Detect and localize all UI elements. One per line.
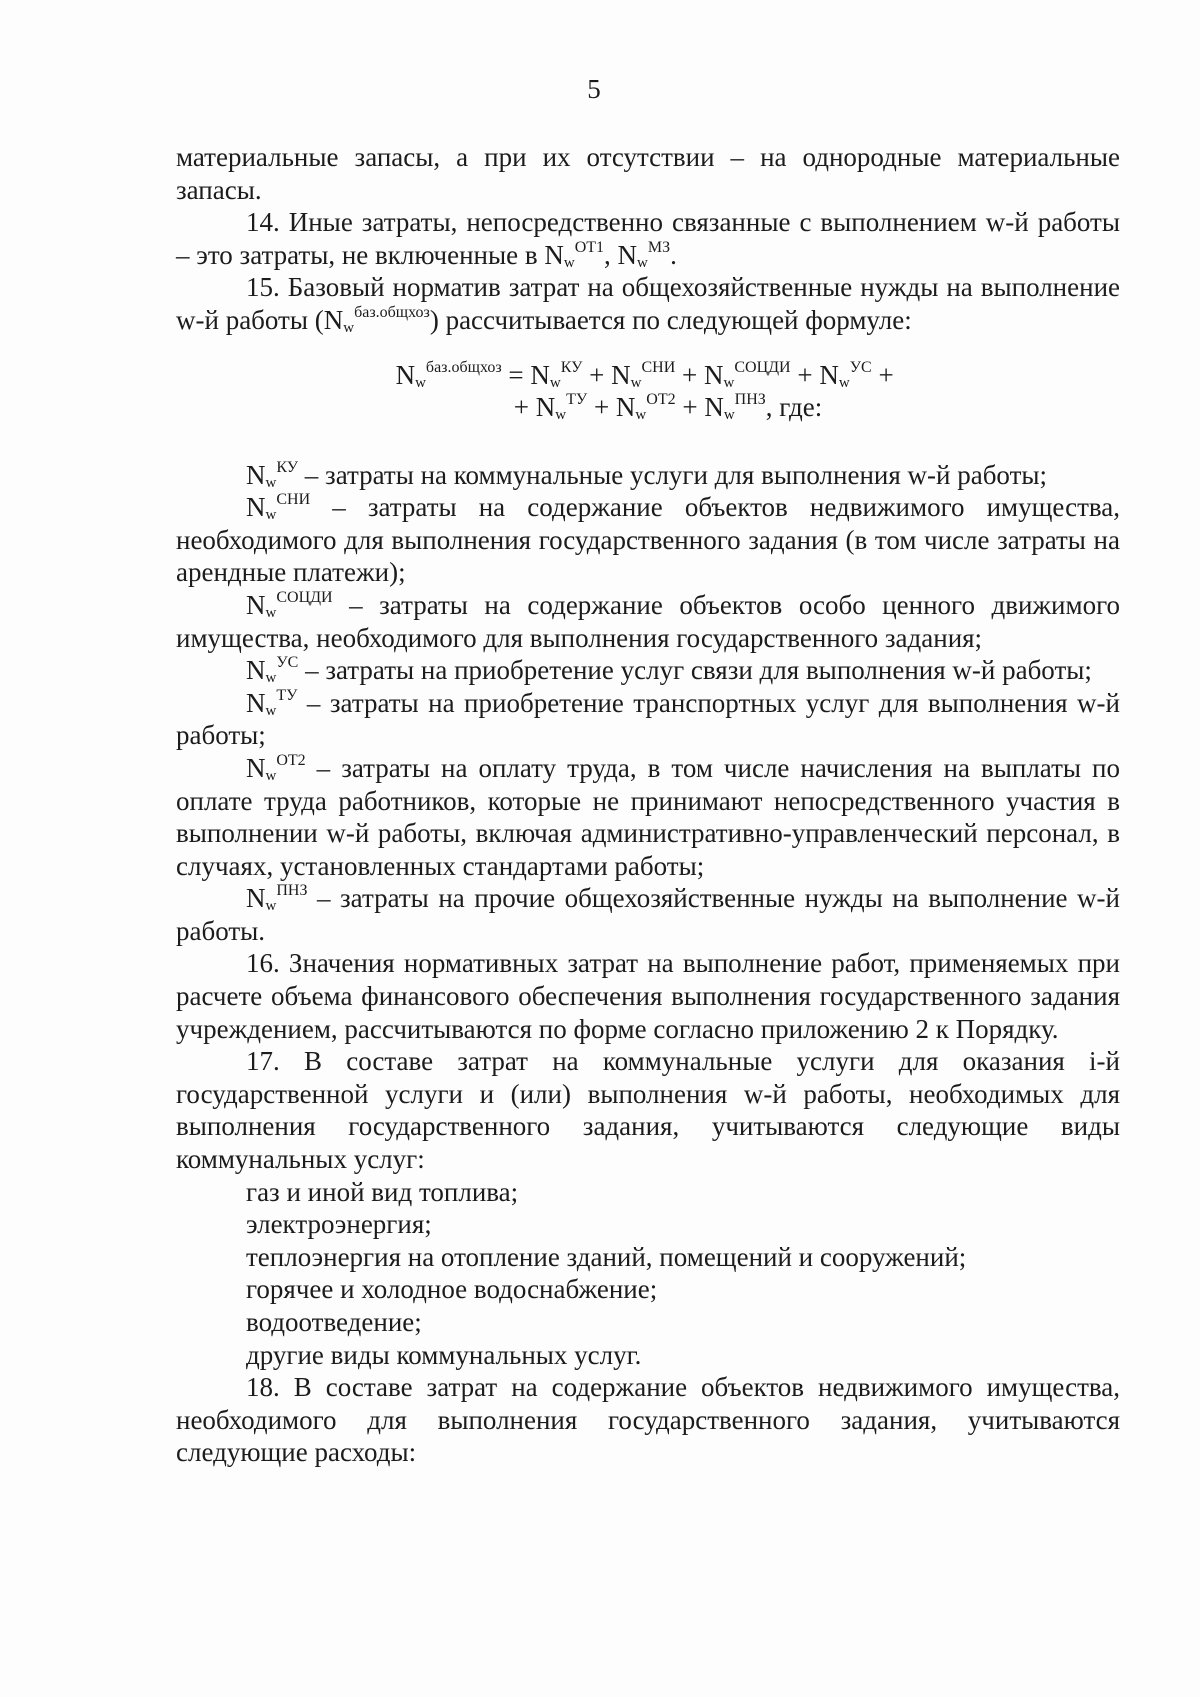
definition-tu: $N_w^{ТУ}$ – затраты на приобретение транспортных услуг для выполнения w-й работы;	[176, 686, 1120, 751]
paragraph-16: 16. Значения нормативных затрат на выполнение работ, применяемых при расчете объема финансового обеспечения выполнения государственного задания учреждением, рассчитываются по форме согласно приложению 2 к Порядку.	[176, 948, 1120, 1044]
symbol-n-baz: $N_w^{баз.общхоз}$	[323, 303, 430, 336]
paragraph-continuation: материальные запасы, а при их отсутствии – на однородные материальные запасы.	[176, 142, 1120, 205]
formula-block	[176, 359, 1120, 423]
list-item: водоотведение;	[246, 1307, 422, 1337]
paragraph-17: 17. В составе затрат на коммунальные услуги для оказания i-й государственной услуги и (или) выполнения w-й работы, необходимых для выполнения государственного задания, учитываются следующие виды коммунальных услуг:	[176, 1046, 1120, 1175]
document-body	[176, 141, 1120, 1469]
definition-ku: $N_w^{КУ}$ – затраты на коммунальные услуги для выполнения w-й работы;	[246, 458, 1048, 491]
paragraph-15: 15. Базовый норматив затрат на общехозяйственные нужды на выполнение w-й работы $(N_w^{баз.общхоз})$ рассчитывается по следующей формуле:	[176, 272, 1120, 336]
definition-ot2: $N_w^{ОТ2}$ – затраты на оплату труда, в том числе начисления на выплаты по оплате труда работников, которые не принимают непосредственного участия в выполнении w-й работы, включая административно-управленческий персонал, в случаях, установленных стандартами работы;	[176, 751, 1120, 881]
page-number: 5	[587, 74, 601, 104]
list-item: электроэнергия;	[246, 1209, 432, 1240]
definition-us: $N_w^{УС}$ – затраты на приобретение услуг связи для выполнения w-й работы;	[246, 654, 1092, 687]
definition-pnz: $N_w^{ПНЗ}$ – затраты на прочие общехозяйственные нужды на выполнение w-й работы.	[176, 882, 1120, 946]
list-item: горячее и холодное водоснабжение;	[246, 1274, 658, 1305]
list-item: газ и иной вид топлива;	[246, 1176, 519, 1207]
paragraph-18: 18. В составе затрат на содержание объектов недвижимого имущества, необходимого для выполнения государственного задания, учитываются следующие расходы:	[176, 1372, 1120, 1468]
formula-line-1: $N_w^{баз.общхоз} = N_w^{КУ} + N_w^{СНИ} + N_w^{СОЦДИ} + N_w^{УС}$ +	[395, 358, 901, 391]
symbol-n-mz: $N_w^{МЗ}$	[617, 238, 671, 271]
definition-sni: $N_w^{СНИ}$ – затраты на содержание объектов недвижимого имущества, необходимого для выполнения государственного задания (в том числе затраты на арендные платежи);	[176, 491, 1120, 588]
formula-line-2: + $N_w^{ТУ} + N_w^{ОТ2} + N_w^{ПНЗ}$, где:	[513, 390, 823, 423]
list-item: теплоэнергия на отопление зданий, помещений и сооружений;	[246, 1241, 967, 1272]
list-item: другие виды коммунальных услуг.	[246, 1339, 642, 1370]
paragraph-14: 14. Иные затраты, непосредственно связанные с выполнением w-й работы – это затраты, не включенные в $N_w^{ОТ1}$, $N_w^{МЗ}$.	[176, 207, 1120, 271]
symbol-n-ot1: $N_w^{ОТ1}$	[544, 238, 605, 271]
definition-socdi: $N_w^{СОЦДИ}$ – затраты на содержание объектов особо ценного движимого имущества, необходимого для выполнения государственного задания;	[176, 588, 1120, 653]
